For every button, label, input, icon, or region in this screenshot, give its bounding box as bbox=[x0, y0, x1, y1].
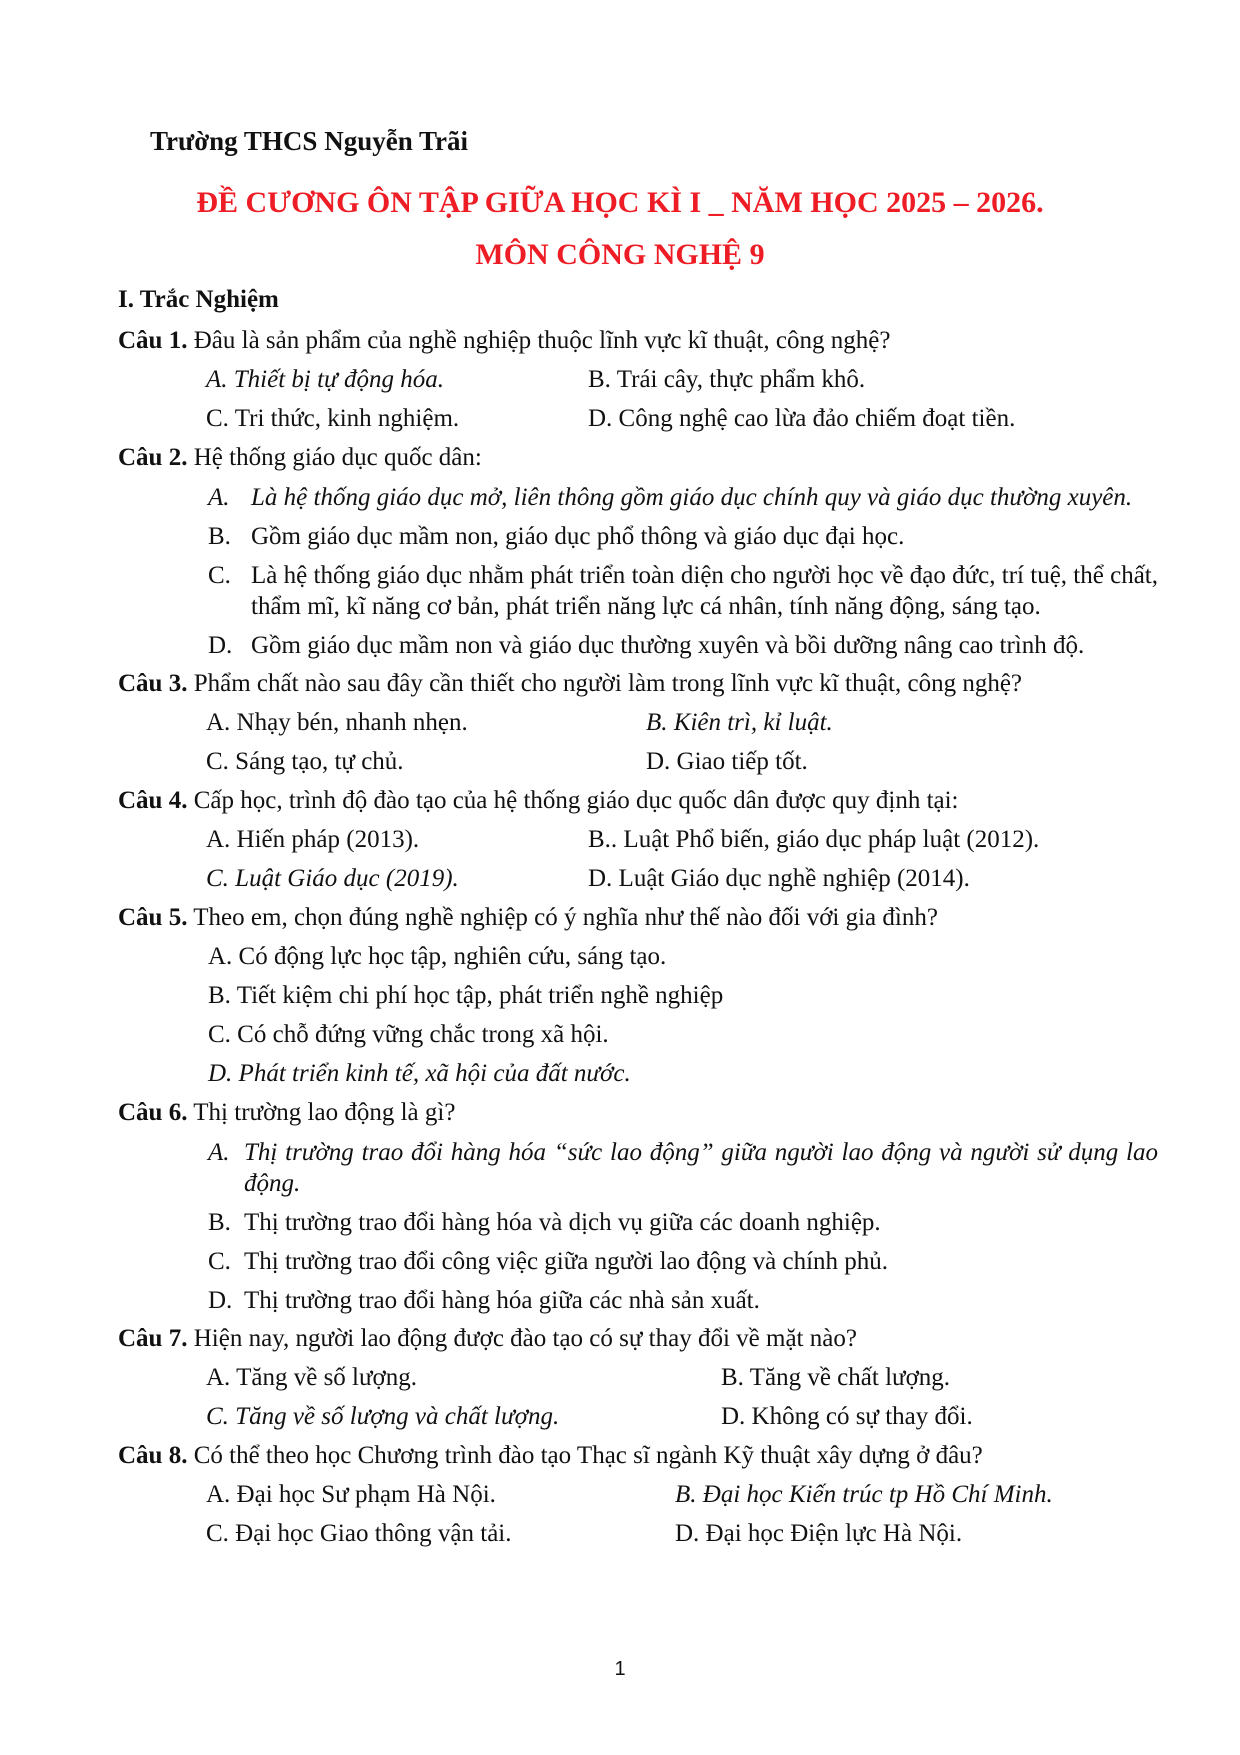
question-number: Câu 5. bbox=[118, 904, 188, 931]
question-list bbox=[118, 326, 1158, 1558]
option-row bbox=[118, 1363, 1158, 1393]
option-d: D. Phát triển kinh tế, xã hội của đất nước. bbox=[208, 1060, 631, 1087]
question-text: Theo em, chọn đúng nghề nghiệp có ý nghĩa như thế nào đối với gia đình? bbox=[193, 904, 938, 931]
option-row bbox=[118, 747, 1158, 777]
option-b: B. Đại học Kiến trúc tp Hồ Chí Minh. bbox=[675, 1481, 1053, 1508]
document-subject: MÔN CÔNG NGHỆ 9 bbox=[475, 238, 765, 271]
option-d bbox=[118, 630, 1158, 661]
option-label: A. bbox=[208, 1139, 230, 1166]
question-text: Thị trường lao động là gì? bbox=[193, 1099, 456, 1126]
question-number: Câu 4. bbox=[118, 787, 188, 814]
option-text: Gồm giáo dục mầm non, giáo dục phổ thông và giáo dục đại học. bbox=[251, 523, 905, 550]
school-name: Trường THCS Nguyễn Trãi bbox=[150, 126, 468, 156]
option-row bbox=[118, 708, 1158, 738]
option-row bbox=[118, 365, 1158, 395]
option-row bbox=[118, 864, 1158, 894]
option-label: C. bbox=[208, 562, 231, 589]
question-number: Câu 3. bbox=[118, 670, 188, 697]
option-b: B. Tiết kiệm chi phí học tập, phát triển nghề nghiệp bbox=[208, 982, 724, 1009]
question-7 bbox=[118, 1324, 1158, 1354]
option-a: A. Hiến pháp (2013). bbox=[206, 826, 420, 853]
option-text: Gồm giáo dục mầm non và giáo dục thường xuyên và bồi dưỡng nâng cao trình độ. bbox=[251, 632, 1085, 659]
option-d: D. Công nghệ cao lừa đảo chiếm đoạt tiền. bbox=[588, 405, 1016, 432]
question-number: Câu 7. bbox=[118, 1325, 188, 1352]
option-a bbox=[118, 1137, 1158, 1199]
option-text: Là hệ thống giáo dục mở, liên thông gồm giáo dục chính quy và giáo dục thường xuyên. bbox=[251, 484, 1133, 511]
option-b bbox=[118, 521, 1158, 552]
option-c: C. Có chỗ đứng vững chắc trong xã hội. bbox=[208, 1021, 609, 1048]
option-c bbox=[118, 560, 1158, 622]
option-d: D. Luật Giáo dục nghề nghiệp (2014). bbox=[588, 865, 970, 892]
option-label: B. bbox=[208, 1209, 231, 1236]
option-d: D. Giao tiếp tốt. bbox=[646, 748, 808, 775]
option-row bbox=[118, 1519, 1158, 1549]
option-b bbox=[118, 1207, 1158, 1238]
option-c: C. Tăng về số lượng và chất lượng. bbox=[206, 1403, 560, 1430]
question-number: Câu 2. bbox=[118, 444, 188, 471]
document-title: ĐỀ CƯƠNG ÔN TẬP GIỮA HỌC KÌ I _ NĂM HỌC 2025 – 2026. bbox=[196, 186, 1044, 219]
option-text: Thị trường trao đổi công việc giữa người lao động và chính phủ. bbox=[244, 1248, 889, 1275]
option-d bbox=[118, 1285, 1158, 1316]
option-a: A. Tăng về số lượng. bbox=[206, 1364, 418, 1391]
question-text: Hiện nay, người lao động được đào tạo có sự thay đổi về mặt nào? bbox=[193, 1325, 857, 1352]
question-6 bbox=[118, 1098, 1158, 1128]
question-2 bbox=[118, 443, 1158, 473]
page-number: 1 bbox=[614, 1658, 626, 1680]
option-a: A. Nhạy bén, nhanh nhẹn. bbox=[206, 709, 468, 736]
option-d: D. Đại học Điện lực Hà Nội. bbox=[675, 1520, 963, 1547]
question-1 bbox=[118, 326, 1158, 356]
question-text: Cấp học, trình độ đào tạo của hệ thống giáo dục quốc dân được quy định tại: bbox=[193, 787, 959, 814]
question-text: Phẩm chất nào sau đây cần thiết cho người làm trong lĩnh vực kĩ thuật, công nghệ? bbox=[193, 670, 1023, 697]
option-text: Thị trường trao đổi hàng hóa “sức lao động” giữa người lao động và người sử dụng lao động. bbox=[244, 1139, 1158, 1197]
option-text: Thị trường trao đổi hàng hóa và dịch vụ giữa các doanh nghiệp. bbox=[244, 1209, 881, 1236]
option-text: Thị trường trao đổi hàng hóa giữa các nhà sản xuất. bbox=[244, 1287, 760, 1314]
section-heading: I. Trắc Nghiệm bbox=[118, 286, 279, 313]
option-b: B. Tăng về chất lượng. bbox=[721, 1364, 951, 1391]
option-a bbox=[118, 482, 1158, 513]
option-c: C. Tri thức, kinh nghiệm. bbox=[206, 405, 460, 432]
option-row bbox=[118, 1402, 1158, 1432]
option-c: C. Sáng tạo, tự chủ. bbox=[206, 748, 404, 775]
option-label: D. bbox=[208, 632, 233, 659]
question-8 bbox=[118, 1441, 1158, 1471]
option-a: A. Có động lực học tập, nghiên cứu, sáng tạo. bbox=[208, 943, 667, 970]
option-row bbox=[118, 1480, 1158, 1510]
question-number: Câu 8. bbox=[118, 1442, 188, 1469]
option-b: B. Kiên trì, kỉ luật. bbox=[646, 709, 833, 736]
option-b: B.. Luật Phổ biến, giáo dục pháp luật (2012). bbox=[588, 826, 1040, 853]
option-b: B. Trái cây, thực phẩm khô. bbox=[588, 366, 866, 393]
option-label: C. bbox=[208, 1248, 231, 1275]
option-text: Là hệ thống giáo dục nhằm phát triển toàn diện cho người học về đạo đức, trí tuệ, thể chất, thẩm mĩ, kĩ năng cơ bản, phát triển năng lực cá nhân, tính năng động, sáng tạo. bbox=[251, 562, 1158, 620]
option-label: A. bbox=[208, 484, 230, 511]
question-number: Câu 6. bbox=[118, 1099, 188, 1126]
option-a: A. Thiết bị tự động hóa. bbox=[206, 366, 444, 393]
option-a: A. Đại học Sư phạm Hà Nội. bbox=[206, 1481, 496, 1508]
question-number: Câu 1. bbox=[118, 327, 188, 354]
option-d: D. Không có sự thay đổi. bbox=[721, 1403, 973, 1430]
option-row bbox=[118, 404, 1158, 434]
question-text: Hệ thống giáo dục quốc dân: bbox=[193, 444, 482, 471]
question-5 bbox=[118, 903, 1158, 933]
option-row bbox=[118, 825, 1158, 855]
option-c bbox=[118, 1246, 1158, 1277]
option-label: D. bbox=[208, 1287, 233, 1314]
question-text: Có thể theo học Chương trình đào tạo Thạc sĩ ngành Kỹ thuật xây dựng ở đâu? bbox=[193, 1442, 983, 1469]
option-c: C. Luật Giáo dục (2019). bbox=[206, 865, 459, 892]
question-4 bbox=[118, 786, 1158, 816]
question-text: Đâu là sản phẩm của nghề nghiệp thuộc lĩnh vực kĩ thuật, công nghệ? bbox=[193, 327, 891, 354]
option-label: B. bbox=[208, 523, 231, 550]
question-3 bbox=[118, 669, 1158, 699]
option-c: C. Đại học Giao thông vận tải. bbox=[206, 1520, 512, 1547]
